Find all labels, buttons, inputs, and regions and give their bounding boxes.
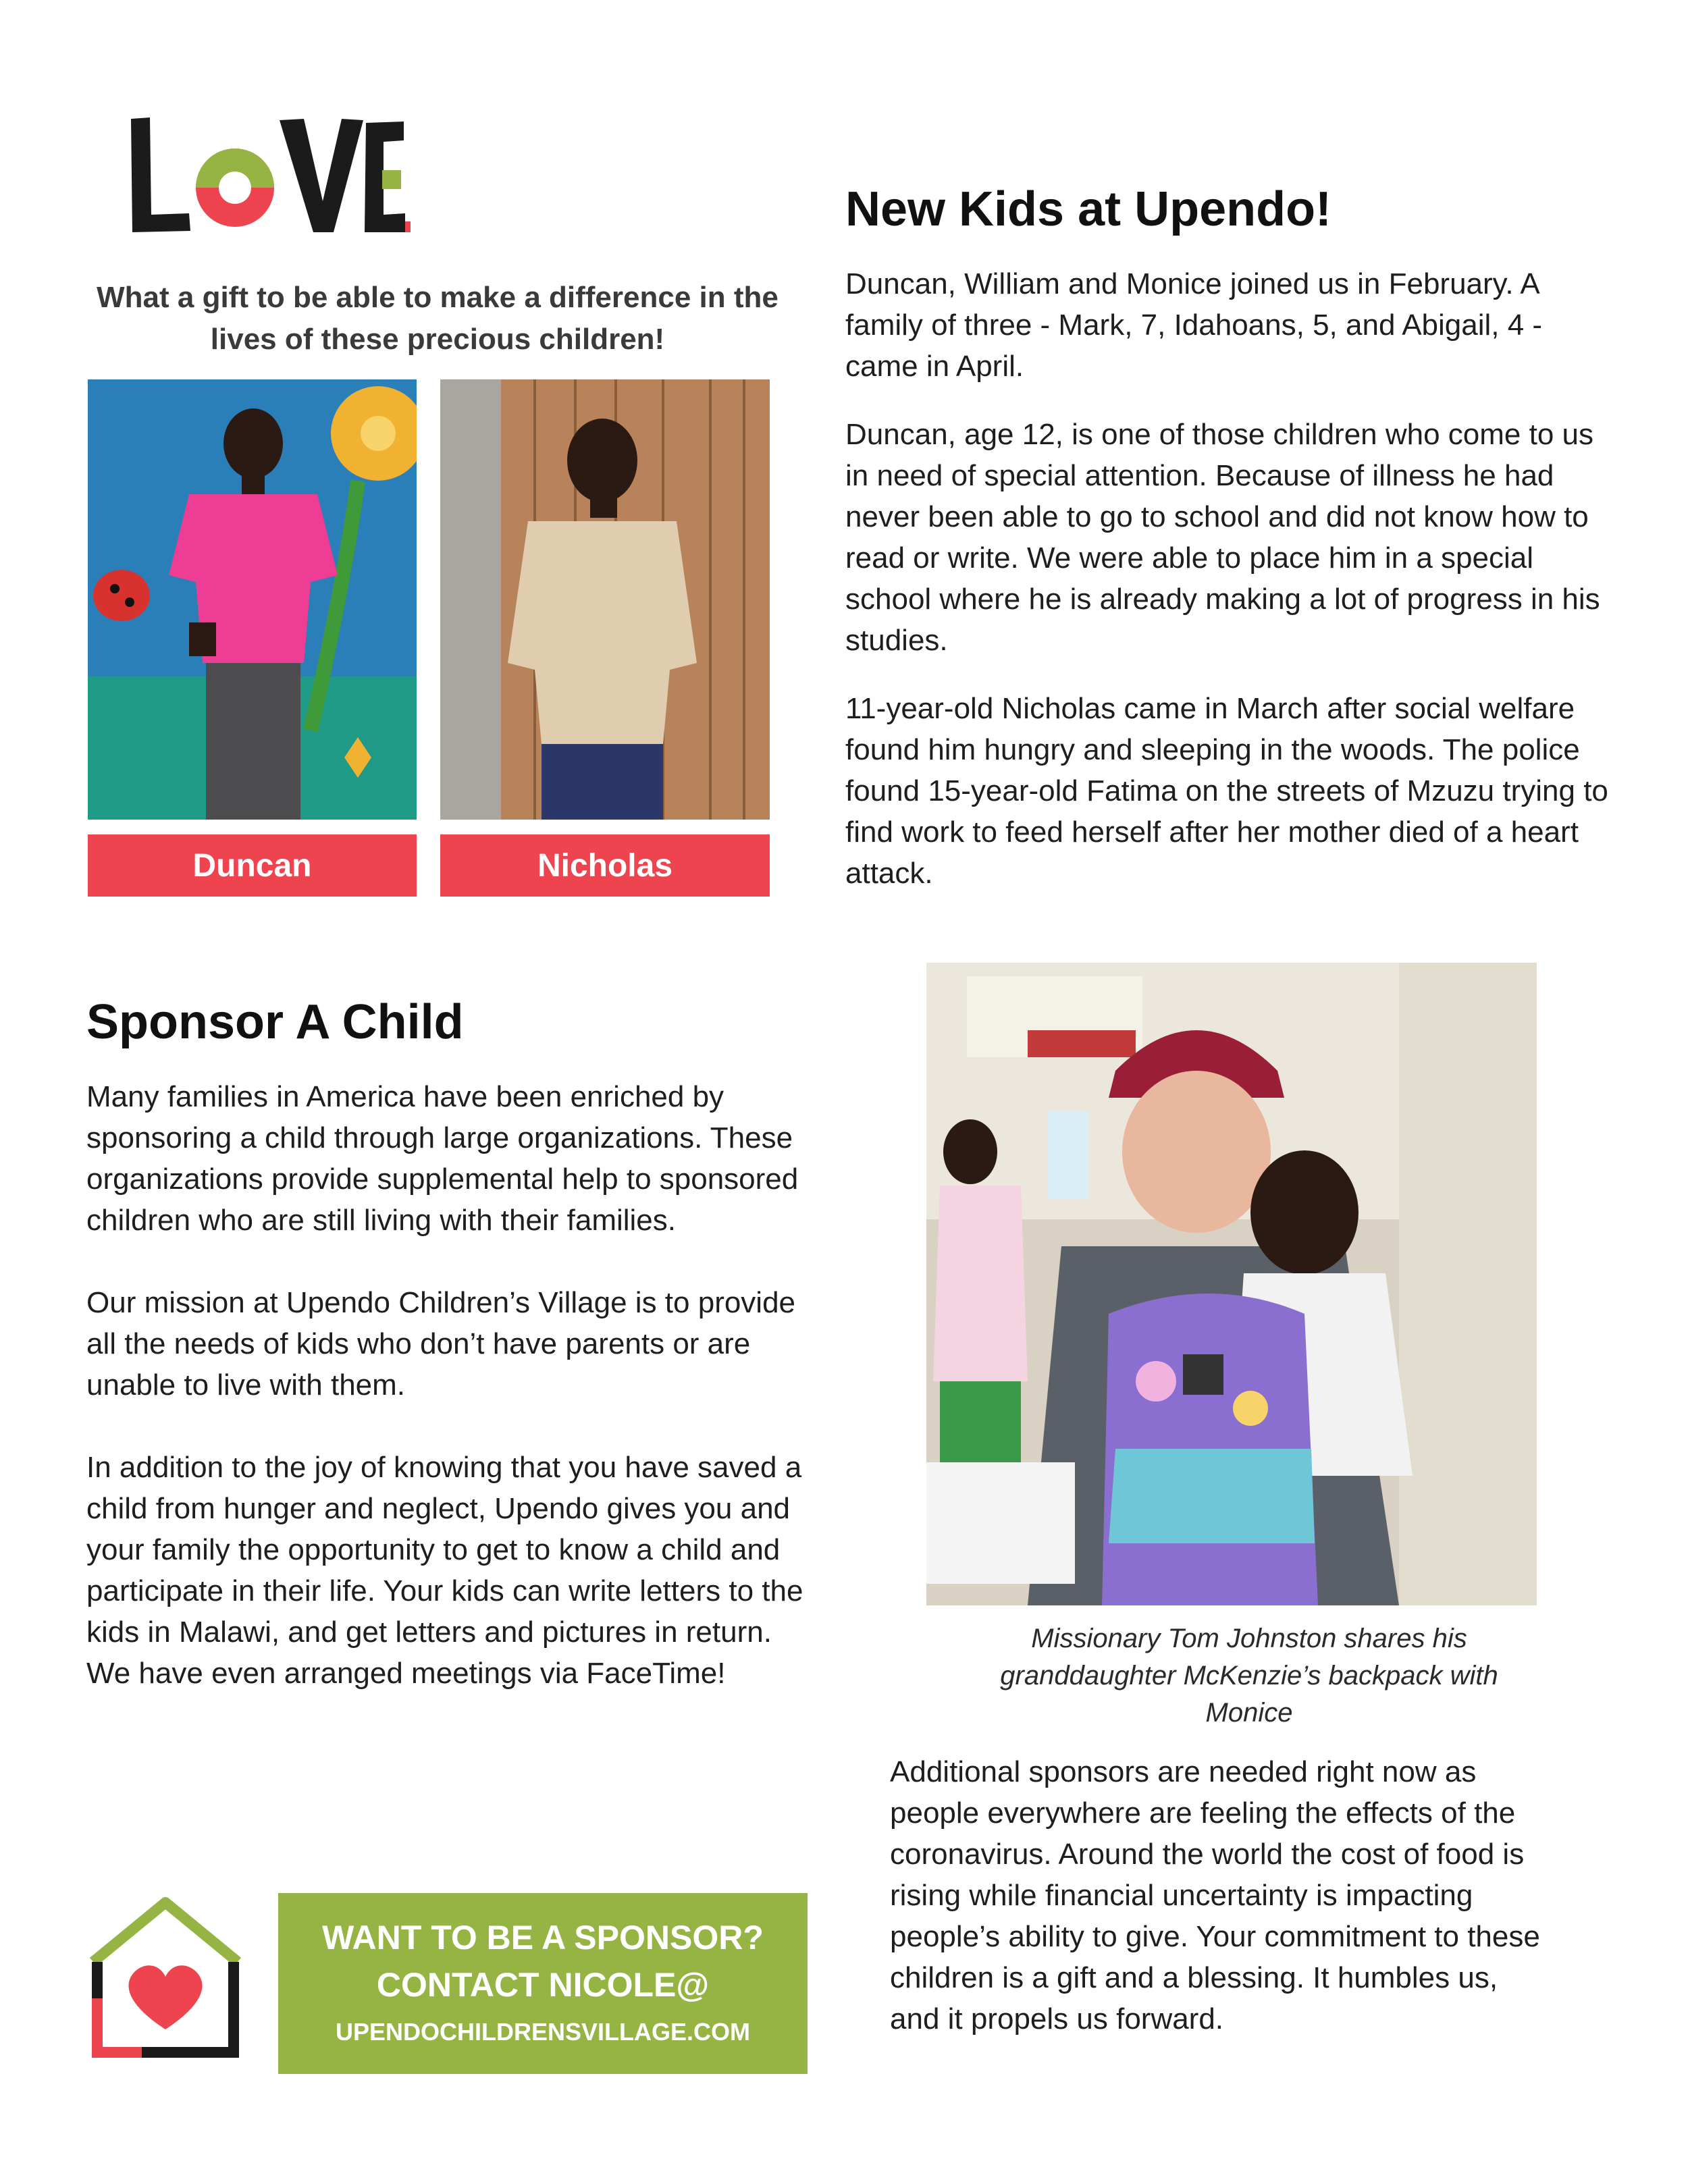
sponsor-cta-box[interactable] (278, 1893, 808, 2074)
sponsor-paragraph: Many families in America have been enriched by sponsoring a child through large organizations. These organizations provide supplemental help to sponsored children who are still living with their families. (86, 1080, 799, 1237)
sponsor-paragraph: Our mission at Upendo Children’s Village is to provide all the needs of kids who don’t have parents or are unable to live with them. (86, 1286, 796, 1402)
missionary-photo (926, 963, 1537, 1605)
cta-email-link[interactable]: UPENDOCHILDRENSVILLAGE.COM (335, 2018, 751, 2046)
tagline: What a gift to be able to make a difference in the lives of these precious children! (97, 281, 779, 356)
house-heart-logo (88, 1897, 243, 2059)
cta-line-1: WANT TO BE A SPONSOR? (322, 1919, 764, 1956)
additional-sponsors-text: Additional sponsors are needed right now as people everywhere are feeling the effects of the coronavirus. Around the world the cost of food is rising while financial uncertainty is impacting people’s ability to give. Your commitment to these children is a gift and a blessing. It humbles us, and it propels us forward. (890, 1755, 1540, 2035)
photo-caption: Missionary Tom Johnston shares his granddaughter McKenzie’s backpack with Monice (1000, 1624, 1498, 1728)
new-kids-paragraph: Duncan, age 12, is one of those children who come to us in need of special attention. Because of illness he had never been able to go to school and did not know how to read or write. We were able to place him in a special school where he is already making a lot of progress in his studies. (845, 418, 1600, 657)
new-kids-paragraph: Duncan, William and Monice joined us in February. A family of three - Mark, 7, Idahoans, 5, and Abigail, 4 - came in April. (845, 267, 1543, 383)
love-logo (127, 113, 411, 235)
new-kids-title: New Kids at Upendo! (845, 182, 1332, 236)
duncan-photo (88, 379, 417, 820)
sponsor-paragraph: In addition to the joy of knowing that you have saved a child from hunger and neglect, Upendo gives you and your family the opportunity to get to know a child and participate in their life. Your kids can write letters to the kids in Malawi, and get letters and pictures in return. We have even arranged meetings via FaceTime! (86, 1451, 803, 1690)
cta-line-2: CONTACT NICOLE@ (376, 1966, 710, 2004)
nicholas-photo (440, 379, 770, 820)
duncan-label: Duncan (88, 834, 417, 897)
new-kids-paragraph: 11-year-old Nicholas came in March after social welfare found him hungry and sleeping in the woods. The police found 15-year-old Fatima on the streets of Mzuzu trying to find work to feed herself after her mother died of a heart attack. (845, 692, 1608, 890)
sponsor-body (86, 1076, 816, 1721)
new-kids-body (845, 263, 1622, 921)
sponsor-title: Sponsor A Child (86, 995, 464, 1049)
nicholas-label: Nicholas (440, 834, 770, 897)
